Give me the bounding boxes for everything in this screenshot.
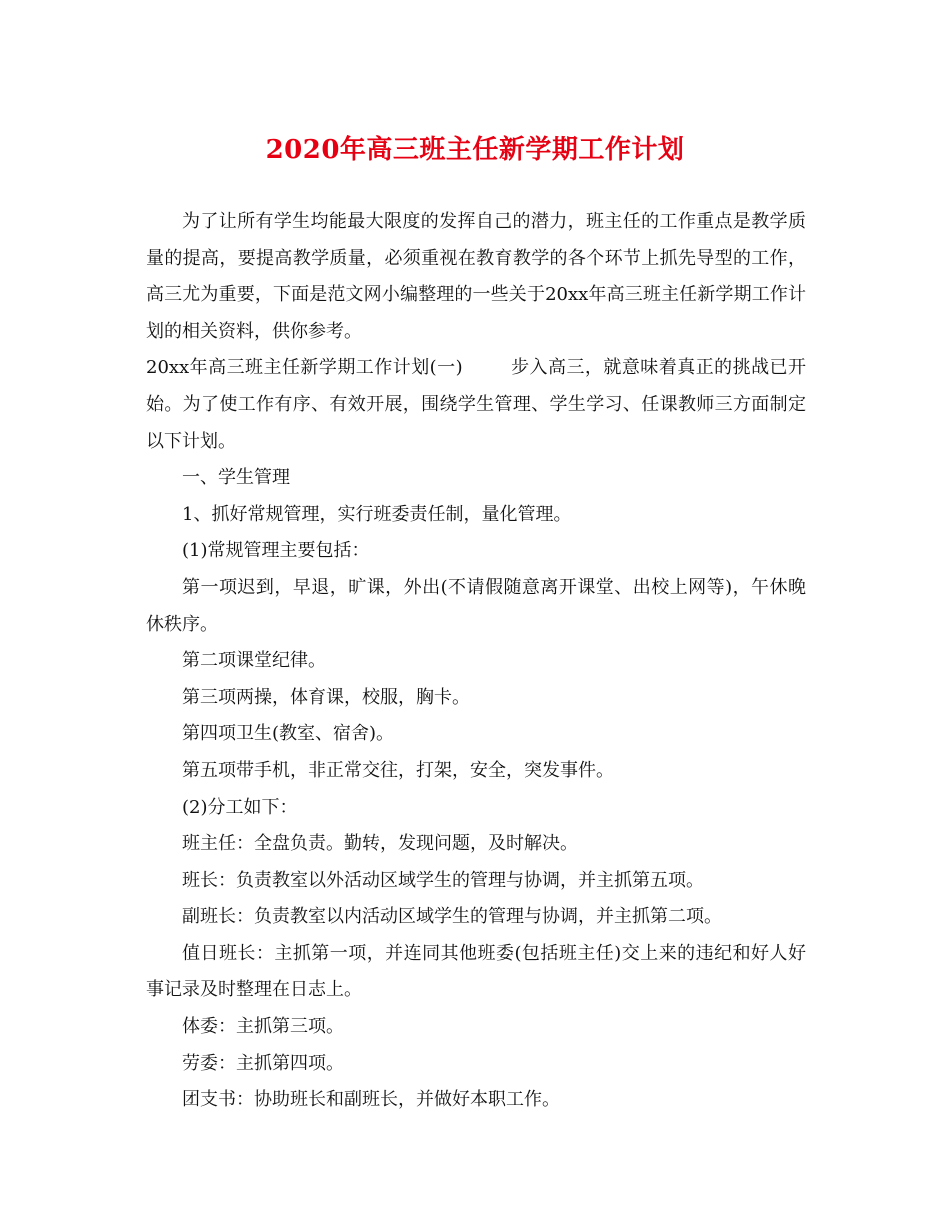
routine-item: 第三项两操，体育课，校服，胸卡。: [182, 686, 470, 708]
duty-item: 班长：负责教室以外活动区域学生的管理与协调，并主抓第五项。: [182, 869, 704, 891]
subheading-division: (2)分工如下：: [182, 796, 298, 818]
section-heading: 一、学生管理: [182, 467, 290, 489]
document-title: 2020年高三班主任新学期工作计划: [265, 135, 685, 165]
routine-item: 第二项课堂纪律。: [182, 650, 326, 672]
plan-heading: 20xx年高三班主任新学期工作计划(一): [146, 357, 463, 379]
duty-item: 团支书：协助班长和副班长，并做好本职工作。: [182, 1089, 560, 1111]
routine-item: 第五项带手机，非正常交往，打架，安全，突发事件。: [182, 759, 614, 781]
routine-item: 第一项迟到，早退，旷课，外出(不请假随意离开课堂、出校上网等)，午休晚休秩序。: [146, 576, 806, 635]
plan-intro: 步入高三，就意味着真正的挑战已开始。为了使工作有序、有效开展，围绕学生管理、学生学习、任课教师三方面制定以下计划。: [146, 357, 806, 452]
subheading-routine: (1)常规管理主要包括：: [182, 540, 370, 562]
duty-item: 体委：主抓第三项。: [182, 1016, 344, 1038]
plan-paragraph: [146, 350, 806, 460]
duty-item: 副班长：负责教室以内活动区域学生的管理与协调，并主抓第二项。: [182, 906, 722, 928]
document-body: [146, 204, 806, 1119]
item-heading: 1、抓好常规管理，实行班委责任制，量化管理。: [182, 503, 572, 525]
duty-item: 值日班长：主抓第一项，并连同其他班委(包括班主任)交上来的违纪和好人好事记录及时整理在日志上。: [146, 942, 806, 1001]
duty-item: 班主任：全盘负责。勤转，发现问题，及时解决。: [182, 833, 578, 855]
duty-item: 劳委：主抓第四项。: [182, 1052, 344, 1074]
intro-paragraph: 为了让所有学生均能最大限度的发挥自己的潜力，班主任的工作重点是教学质量的提高，要提高教学质量，必须重视在教育教学的各个环节上抓先导型的工作，高三尤为重要，下面是范文网小编整理的一些关于20xx年高三班主任新学期工作计划的相关资料，供你参考。: [146, 211, 806, 342]
routine-item: 第四项卫生(教室、宿舍)。: [182, 723, 395, 745]
